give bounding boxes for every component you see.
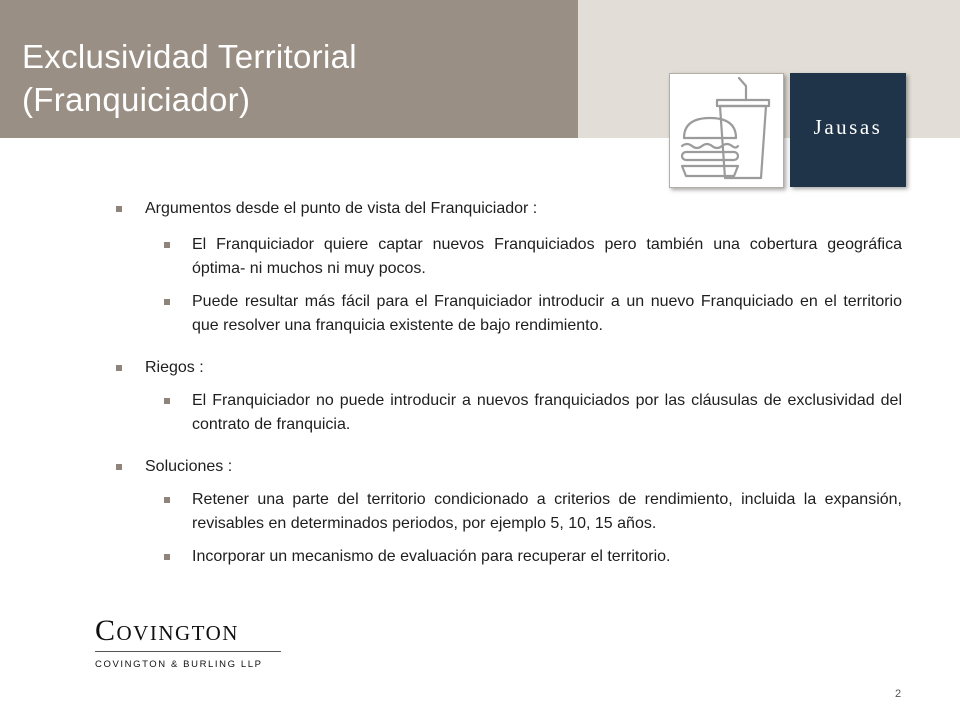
covington-logo-rule [95, 651, 281, 652]
bullet-evaluacion [192, 545, 902, 569]
bullet-text: Riegos : [145, 359, 204, 376]
page-number: 2 [895, 688, 902, 700]
bullet-introducir [192, 290, 902, 338]
bullet-text: Incorporar un mecanismo de evaluación para recuperar el territorio. [192, 548, 671, 565]
bullet-text: Argumentos desde el punto de vista del Franquiciador : [145, 200, 538, 217]
bullet-retener [192, 488, 902, 536]
covington-logo-subtitle: COVINGTON & BURLING LLP [95, 659, 263, 670]
bullet-captar [192, 233, 902, 281]
bullet-square-icon [164, 242, 170, 248]
bullet-text: El Franquiciador no puede introducir a nuevos franquiciados por las cláusulas de exclusividad del contrato de franquicia. [192, 392, 902, 433]
bullet-text: Retener una parte del territorio condicionado a criterios de rendimiento, incluida la expansión, revisables en determinados periodos, por ejemplo 5, 10, 15 años. [192, 491, 902, 532]
bullet-square-icon [116, 464, 122, 470]
bullet-clausulas [192, 389, 902, 437]
slide-title-line-2: (Franquiciador) [22, 81, 251, 118]
bullet-argumentos [145, 197, 910, 221]
bullet-square-icon [164, 497, 170, 503]
bullet-riegos [145, 356, 910, 380]
bullet-square-icon [116, 365, 122, 371]
slide-title-line-1: Exclusividad Territorial [22, 38, 357, 75]
covington-logo: Covington [95, 614, 239, 647]
bullet-text: El Franquiciador quiere captar nuevos Franquiciados pero también una cobertura geográfica óptima- ni muchos ni muy pocos. [192, 236, 902, 277]
bullet-text: Puede resultar más fácil para el Franquiciador introducir a un nuevo Franquiciado en el territorio que resolver una franquicia existente de bajo rendimiento. [192, 293, 902, 334]
bullet-soluciones [145, 455, 910, 479]
jausas-logo-text: Jausas [813, 115, 883, 139]
bullet-square-icon [164, 554, 170, 560]
bullet-square-icon [116, 206, 122, 212]
bullet-square-icon [164, 398, 170, 404]
bullet-text: Soluciones : [145, 458, 233, 475]
bullet-square-icon [164, 299, 170, 305]
